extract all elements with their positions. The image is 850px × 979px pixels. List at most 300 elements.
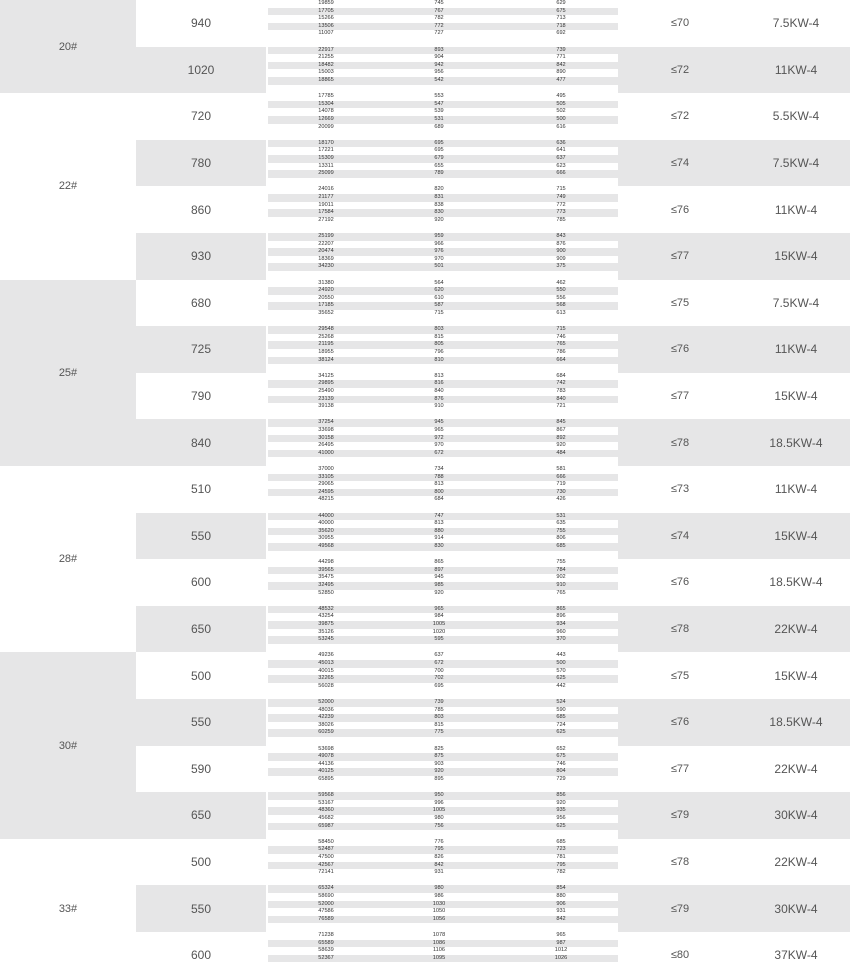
model-cell: 25# <box>0 280 136 466</box>
pressure-static-value: 556 <box>556 294 566 301</box>
table-row <box>268 388 618 396</box>
pressure-static-value: 721 <box>556 403 566 410</box>
noise-cell: ≤73 <box>670 483 690 496</box>
table-row <box>268 202 618 210</box>
airflow-value: 41000 <box>318 449 334 456</box>
pressure-total-value: 904 <box>434 54 444 61</box>
power-cell: 18.5KW-4 <box>769 715 823 730</box>
pressure-total-value: 815 <box>434 333 444 340</box>
airflow-value: 15309 <box>318 155 334 161</box>
table-row <box>268 489 618 497</box>
pressure-total-value: 1005 <box>432 807 446 814</box>
pressure-total-value: 945 <box>434 419 444 426</box>
pressure-static-value: 902 <box>556 574 566 581</box>
table-row <box>268 729 618 737</box>
pressure-static-value: 1012 <box>554 947 568 954</box>
pressure-total-value: 895 <box>434 776 444 782</box>
table-row <box>268 520 618 528</box>
pressure-static-value: 854 <box>556 885 566 892</box>
table-row <box>268 815 618 823</box>
pressure-static-value: 784 <box>556 566 566 573</box>
airflow-value: 25099 <box>318 170 334 177</box>
airflow-value: 49236 <box>318 652 334 659</box>
airflow-value: 39565 <box>318 566 334 573</box>
pressure-total-value: 830 <box>434 209 444 216</box>
speed-cell: 725 <box>136 326 266 373</box>
table-row <box>268 209 618 217</box>
pressure-static-value: 845 <box>556 419 566 426</box>
pressure-total-value: 1050 <box>432 908 446 915</box>
table-row <box>268 23 618 31</box>
speed-cell: 780 <box>136 140 266 187</box>
pressure-static-value: 773 <box>556 209 566 216</box>
noise-cell: ≤74 <box>670 157 690 170</box>
table-row <box>268 295 618 303</box>
airflow-value: 48532 <box>318 605 334 612</box>
pressure-static-value: 616 <box>556 123 566 130</box>
pressure-static-value: 581 <box>556 466 566 472</box>
airflow-value: 20099 <box>318 123 334 130</box>
pressure-static-value: 623 <box>556 162 566 169</box>
power-cell: 30KW-4 <box>774 808 818 823</box>
power-cell: 18.5KW-4 <box>769 575 823 590</box>
airflow-value: 43254 <box>318 613 334 620</box>
table-row <box>268 287 618 295</box>
pressure-static-value: 856 <box>556 792 566 799</box>
table-row <box>268 217 618 225</box>
table-row <box>268 496 618 504</box>
airflow-value: 58450 <box>318 838 334 845</box>
table-row <box>268 326 618 334</box>
pressure-total-value: 695 <box>434 682 444 689</box>
table-row <box>268 77 618 85</box>
airflow-value: 33105 <box>318 473 334 480</box>
pressure-static-value: 685 <box>556 714 566 721</box>
table-row <box>268 194 618 202</box>
power-cell: 18.5KW-4 <box>769 435 823 450</box>
noise-cell: ≤74 <box>670 529 690 542</box>
airflow-value: 11007 <box>318 30 334 37</box>
pressure-static-value: 890 <box>556 69 566 76</box>
pressure-total-value: 830 <box>434 543 444 549</box>
pressure-total-value: 734 <box>434 466 444 472</box>
model-cell: 22# <box>58 180 78 193</box>
airflow-value: 29065 <box>318 481 334 488</box>
pressure-total-value: 903 <box>434 760 444 767</box>
pressure-total-value: 972 <box>434 434 444 441</box>
airflow-value: 35620 <box>318 527 334 534</box>
pressure-static-value: 746 <box>556 333 566 340</box>
airflow-value: 49078 <box>318 753 334 760</box>
airflow-value: 29548 <box>318 326 334 333</box>
noise-cell: ≤78 <box>670 436 690 449</box>
pressure-static-value: 426 <box>556 496 566 503</box>
pressure-total-value: 679 <box>434 155 444 161</box>
noise-cell: ≤76 <box>670 203 690 216</box>
pressure-total-value: 756 <box>434 822 444 829</box>
airflow-value: 56028 <box>318 682 334 689</box>
pressure-static-value: 715 <box>556 186 566 193</box>
table-row <box>268 675 618 683</box>
pressure-static-value: 742 <box>556 380 566 387</box>
table-row <box>268 474 618 482</box>
speed-cell: 650 <box>136 606 266 653</box>
airflow-value: 31380 <box>318 279 334 286</box>
pressure-total-value: 1086 <box>432 939 446 946</box>
pressure-total-value: 539 <box>434 108 444 115</box>
power-cell: 22KW-4 <box>774 622 818 637</box>
table-row <box>268 854 618 862</box>
speed-cell: 860 <box>190 202 212 217</box>
table-row <box>268 683 618 691</box>
table-row <box>268 435 618 443</box>
airflow-value: 20550 <box>318 294 334 301</box>
pressure-total-value: 956 <box>434 69 444 76</box>
airflow-value: 47586 <box>318 908 334 915</box>
pressure-static-value: 443 <box>556 652 566 659</box>
airflow-value: 40125 <box>318 768 334 775</box>
pressure-static-value: 892 <box>556 434 566 441</box>
table-row <box>268 233 618 241</box>
table-row <box>268 582 618 590</box>
table-row <box>268 47 618 55</box>
airflow-value: 39875 <box>318 621 334 627</box>
airflow-value: 22917 <box>318 46 334 53</box>
table-row <box>268 807 618 815</box>
table-row <box>268 722 618 730</box>
airflow-value: 44298 <box>318 559 334 566</box>
table-row <box>268 419 618 427</box>
pressure-static-value: 637 <box>556 155 566 161</box>
pressure-static-value: 484 <box>556 449 566 456</box>
pressure-total-value: 984 <box>434 613 444 620</box>
airflow-value: 15304 <box>318 100 334 107</box>
airflow-value: 48360 <box>318 807 334 814</box>
table-row <box>268 714 618 722</box>
pressure-static-value: 920 <box>556 799 566 806</box>
speed-cell: 600 <box>190 948 212 963</box>
table-row <box>268 163 618 171</box>
airflow-value: 17705 <box>318 7 334 14</box>
pressure-total-value: 816 <box>434 380 444 387</box>
pressure-static-value: 500 <box>556 660 566 666</box>
noise-cell: ≤79 <box>670 809 690 822</box>
pressure-total-value: 838 <box>434 201 444 208</box>
pressure-static-value: 664 <box>556 356 566 363</box>
pressure-static-value: 652 <box>556 745 566 752</box>
pressure-total-value: 920 <box>434 768 444 775</box>
table-row <box>268 140 618 148</box>
airflow-value: 48215 <box>318 496 334 503</box>
speed-cell: 500 <box>190 855 212 870</box>
table-row <box>268 535 618 543</box>
power-cell: 7.5KW-4 <box>772 156 820 171</box>
pressure-total-value: 745 <box>434 0 444 6</box>
table-row <box>268 559 618 567</box>
table-row <box>268 621 618 629</box>
table-row <box>268 15 618 23</box>
pressure-static-value: 900 <box>556 248 566 255</box>
table-row <box>268 256 618 264</box>
airflow-value: 25490 <box>318 388 334 394</box>
pressure-static-value: 730 <box>556 488 566 495</box>
airflow-value: 19859 <box>318 0 334 6</box>
table-row <box>268 310 618 318</box>
table-row <box>268 846 618 854</box>
airflow-value: 35475 <box>318 574 334 581</box>
pressure-total-value: 893 <box>434 46 444 53</box>
pressure-total-value: 775 <box>434 729 444 736</box>
pressure-total-value: 796 <box>434 349 444 355</box>
pressure-total-value: 695 <box>434 147 444 154</box>
airflow-value: 48036 <box>318 706 334 713</box>
power-cell: 11KW-4 <box>774 202 818 217</box>
noise-cell: ≤76 <box>670 343 690 356</box>
pressure-total-value: 587 <box>434 302 444 309</box>
pressure-total-value: 813 <box>434 372 444 379</box>
pressure-static-value: 495 <box>556 93 566 100</box>
airflow-value: 18369 <box>318 255 334 262</box>
pressure-total-value: 945 <box>434 574 444 581</box>
pressure-total-value: 542 <box>434 77 444 83</box>
pressure-total-value: 840 <box>434 388 444 394</box>
airflow-value: 18865 <box>318 77 334 83</box>
pressure-total-value: 1106 <box>432 947 446 954</box>
pressure-total-value: 985 <box>434 582 444 588</box>
table-row <box>268 590 618 598</box>
table-row <box>268 885 618 893</box>
airflow-value: 12669 <box>318 116 334 122</box>
airflow-value: 49568 <box>318 543 334 549</box>
pressure-static-value: 765 <box>556 589 566 596</box>
airflow-value: 40000 <box>318 520 334 527</box>
pressure-total-value: 803 <box>434 714 444 721</box>
power-cell: 30KW-4 <box>774 901 818 916</box>
table-row <box>268 513 618 521</box>
pressure-static-value: 843 <box>556 233 566 239</box>
pressure-total-value: 813 <box>434 520 444 527</box>
airflow-value: 45013 <box>318 660 334 666</box>
table-row <box>268 567 618 575</box>
table-row <box>268 636 618 644</box>
airflow-value: 17185 <box>318 302 334 309</box>
pressure-static-value: 842 <box>556 61 566 68</box>
pressure-total-value: 965 <box>434 427 444 433</box>
table-row <box>268 901 618 909</box>
pressure-static-value: 442 <box>556 682 566 689</box>
table-row <box>268 108 618 116</box>
table-row <box>268 543 618 551</box>
airflow-value: 59568 <box>318 792 334 799</box>
airflow-value: 47500 <box>318 854 334 860</box>
pressure-static-value: 477 <box>556 77 566 83</box>
pressure-total-value: 547 <box>434 100 444 107</box>
table-row <box>268 450 618 458</box>
airflow-value: 53167 <box>318 799 334 806</box>
table-row <box>268 768 618 776</box>
pressure-static-value: 755 <box>556 559 566 566</box>
noise-cell: ≤78 <box>670 856 690 869</box>
airflow-value: 18955 <box>318 349 334 355</box>
airflow-value: 53698 <box>318 745 334 752</box>
table-row <box>268 155 618 163</box>
airflow-value: 21255 <box>318 54 334 61</box>
pressure-total-value: 637 <box>434 652 444 659</box>
speed-cell: 510 <box>190 482 212 497</box>
power-cell: 15KW-4 <box>774 249 818 264</box>
noise-cell: ≤76 <box>670 716 690 729</box>
pressure-total-value: 789 <box>434 170 444 177</box>
pressure-total-value: 702 <box>434 675 444 682</box>
airflow-value: 13506 <box>318 22 334 29</box>
table-row <box>268 380 618 388</box>
power-cell: 15KW-4 <box>774 528 818 543</box>
table-row <box>268 932 618 940</box>
pressure-static-value: 685 <box>556 838 566 845</box>
pressure-total-value: 842 <box>434 861 444 868</box>
airflow-value: 30955 <box>318 535 334 542</box>
airflow-value: 18170 <box>318 139 334 146</box>
pressure-static-value: 931 <box>556 908 566 915</box>
pressure-static-value: 765 <box>556 341 566 348</box>
pressure-static-value: 625 <box>556 822 566 829</box>
pressure-static-value: 910 <box>556 582 566 588</box>
power-cell: 7.5KW-4 <box>772 16 820 31</box>
airflow-value: 60259 <box>318 729 334 736</box>
power-cell: 15KW-4 <box>774 389 818 404</box>
airflow-value: 17785 <box>318 93 334 100</box>
pressure-static-value: 987 <box>556 939 566 946</box>
pressure-static-value: 500 <box>556 116 566 122</box>
pressure-total-value: 970 <box>434 255 444 262</box>
pressure-static-value: 865 <box>556 605 566 612</box>
table-row <box>268 396 618 404</box>
pressure-static-value: 550 <box>556 287 566 294</box>
pressure-total-value: 727 <box>434 30 444 37</box>
airflow-value: 37000 <box>318 466 334 472</box>
speed-cell: 790 <box>190 389 212 404</box>
pressure-static-value: 613 <box>556 310 566 316</box>
airflow-value: 32495 <box>318 582 334 588</box>
pressure-total-value: 959 <box>434 233 444 239</box>
pressure-total-value: 803 <box>434 326 444 333</box>
airflow-value: 15003 <box>318 69 334 76</box>
pressure-total-value: 815 <box>434 721 444 728</box>
table-row <box>268 263 618 271</box>
table-row <box>268 481 618 489</box>
pressure-total-value: 942 <box>434 61 444 68</box>
table-row <box>268 357 618 365</box>
pressure-total-value: 980 <box>434 815 444 821</box>
pressure-total-value: 715 <box>434 310 444 316</box>
pressure-static-value: 840 <box>556 395 566 402</box>
pressure-static-value: 965 <box>556 932 566 938</box>
table-row <box>268 528 618 536</box>
pressure-static-value: 934 <box>556 621 566 627</box>
noise-cell: ≤72 <box>670 63 690 76</box>
table-row <box>268 776 618 784</box>
table-row <box>268 241 618 249</box>
pressure-static-value: 715 <box>556 326 566 333</box>
pressure-total-value: 920 <box>434 216 444 223</box>
pressure-static-value: 804 <box>556 768 566 775</box>
speed-cell: 500 <box>190 668 212 683</box>
pressure-total-value: 876 <box>434 395 444 402</box>
table-row <box>268 800 618 808</box>
table-row <box>268 116 618 124</box>
table-row <box>268 62 618 70</box>
pressure-total-value: 800 <box>434 488 444 495</box>
pressure-static-value: 625 <box>556 675 566 682</box>
airflow-value: 65895 <box>318 776 334 782</box>
airflow-value: 21195 <box>318 341 334 348</box>
speed-cell: 1020 <box>136 47 266 94</box>
pressure-static-value: 806 <box>556 535 566 542</box>
table-row <box>268 248 618 256</box>
table-row <box>268 746 618 754</box>
pressure-total-value: 970 <box>434 442 444 449</box>
table-row <box>268 349 618 357</box>
pressure-total-value: 805 <box>434 341 444 348</box>
pressure-total-value: 810 <box>434 356 444 363</box>
airflow-value: 23139 <box>318 395 334 402</box>
airflow-value: 21177 <box>318 194 334 200</box>
pressure-total-value: 920 <box>434 589 444 596</box>
power-cell: 37KW-4 <box>774 948 818 963</box>
pressure-static-value: 739 <box>556 46 566 53</box>
pressure-static-value: 783 <box>556 388 566 394</box>
pressure-static-value: 749 <box>556 194 566 200</box>
pressure-static-value: 795 <box>556 861 566 868</box>
noise-cell: ≤75 <box>670 669 690 682</box>
table-row <box>268 147 618 155</box>
pressure-total-value: 672 <box>434 449 444 456</box>
pressure-total-value: 788 <box>434 473 444 480</box>
power-cell: 11KW-4 <box>774 482 818 497</box>
airflow-value: 38124 <box>318 356 334 363</box>
pressure-static-value: 842 <box>556 915 566 922</box>
airflow-value: 13311 <box>318 162 334 169</box>
pressure-static-value: 746 <box>556 760 566 767</box>
airflow-value: 18482 <box>318 61 334 68</box>
airflow-value: 65324 <box>318 885 334 892</box>
pressure-total-value: 1020 <box>432 628 446 635</box>
table-row <box>268 54 618 62</box>
pressure-total-value: 772 <box>434 22 444 29</box>
pressure-total-value: 553 <box>434 93 444 100</box>
airflow-value: 42567 <box>318 861 334 868</box>
airflow-value: 27192 <box>318 216 334 223</box>
pressure-total-value: 825 <box>434 745 444 752</box>
pressure-total-value: 1030 <box>432 900 446 907</box>
noise-cell: ≤78 <box>670 623 690 636</box>
airflow-value: 30158 <box>318 434 334 441</box>
pressure-static-value: 684 <box>556 372 566 379</box>
pressure-static-value: 375 <box>556 263 566 270</box>
airflow-value: 58690 <box>318 893 334 899</box>
pressure-total-value: 620 <box>434 287 444 294</box>
pressure-static-value: 666 <box>556 473 566 480</box>
table-row <box>268 8 618 16</box>
pressure-total-value: 684 <box>434 496 444 503</box>
table-row <box>268 93 618 101</box>
airflow-value: 72141 <box>318 869 334 876</box>
pressure-static-value: 718 <box>556 22 566 29</box>
speed-cell: 550 <box>136 699 266 746</box>
pressure-total-value: 965 <box>434 605 444 612</box>
airflow-value: 26495 <box>318 442 334 449</box>
speed-cell: 600 <box>190 575 212 590</box>
